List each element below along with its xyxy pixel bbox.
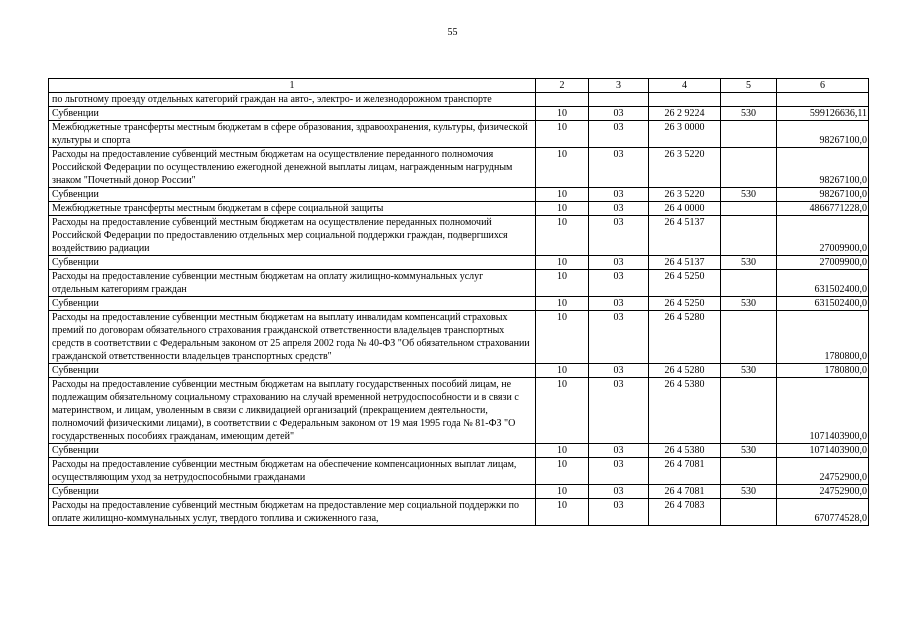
- table-row: [49, 121, 869, 148]
- cell-section: 10: [536, 499, 589, 526]
- cell-target-code: 26 3 5220: [649, 148, 721, 188]
- cell-section: 10: [536, 485, 589, 499]
- cell-section: 10: [536, 378, 589, 444]
- table-row: [49, 256, 869, 270]
- cell-amount: 1071403900,0: [777, 444, 869, 458]
- cell-expense-type: [721, 216, 777, 256]
- cell-section: 10: [536, 458, 589, 485]
- cell-amount: 27009900,0: [777, 256, 869, 270]
- cell-expense-type: 530: [721, 485, 777, 499]
- cell-section: 10: [536, 270, 589, 297]
- cell-subsection: 03: [589, 202, 649, 216]
- cell-expense-type: 530: [721, 297, 777, 311]
- cell-subsection: 03: [589, 311, 649, 364]
- cell-target-code: 26 3 5220: [649, 188, 721, 202]
- cell-amount: 98267100,0: [777, 121, 869, 148]
- cell-description: Расходы на предоставление субвенции местным бюджетам на обеспечение компенсационных выплат лицам, осуществляющим уход за нетрудоспособными гражданами: [49, 458, 536, 485]
- column-header: 3: [589, 79, 649, 93]
- table-row: [49, 216, 869, 256]
- cell-subsection: 03: [589, 378, 649, 444]
- cell-amount: 631502400,0: [777, 297, 869, 311]
- cell-target-code: 26 4 5137: [649, 216, 721, 256]
- cell-expense-type: 530: [721, 444, 777, 458]
- table-row: [49, 93, 869, 107]
- cell-description: Субвенции: [49, 188, 536, 202]
- cell-section: 10: [536, 202, 589, 216]
- cell-description: Субвенции: [49, 444, 536, 458]
- cell-target-code: 26 4 5250: [649, 297, 721, 311]
- cell-target-code: 26 4 5250: [649, 270, 721, 297]
- table-row: [49, 378, 869, 444]
- table-row: [49, 458, 869, 485]
- table-row: [49, 444, 869, 458]
- cell-expense-type: [721, 93, 777, 107]
- cell-subsection: 03: [589, 444, 649, 458]
- cell-amount: 599126636,11: [777, 107, 869, 121]
- cell-target-code: 26 4 5380: [649, 444, 721, 458]
- cell-section: 10: [536, 297, 589, 311]
- cell-target-code: [649, 93, 721, 107]
- cell-subsection: 03: [589, 121, 649, 148]
- column-header: 4: [649, 79, 721, 93]
- cell-expense-type: 530: [721, 256, 777, 270]
- cell-amount: 27009900,0: [777, 216, 869, 256]
- cell-description: Межбюджетные трансферты местным бюджетам в сфере образования, здравоохранения, культуры, физической культуры и спорта: [49, 121, 536, 148]
- cell-subsection: 03: [589, 256, 649, 270]
- cell-expense-type: [721, 458, 777, 485]
- table-row: [49, 364, 869, 378]
- cell-amount: 98267100,0: [777, 148, 869, 188]
- cell-expense-type: 530: [721, 188, 777, 202]
- cell-section: 10: [536, 444, 589, 458]
- cell-section: 10: [536, 188, 589, 202]
- cell-expense-type: [721, 378, 777, 444]
- table-row: [49, 297, 869, 311]
- cell-description: Расходы на предоставление субвенций местным бюджетам на предоставление мер социальной поддержки по оплате жилищно-коммунальных услуг, твердого топлива и сжиженного газа,: [49, 499, 536, 526]
- cell-section: 10: [536, 107, 589, 121]
- cell-description: Субвенции: [49, 364, 536, 378]
- cell-amount: 24752900,0: [777, 458, 869, 485]
- cell-amount: 670774528,0: [777, 499, 869, 526]
- column-header: 5: [721, 79, 777, 93]
- table-row: [49, 485, 869, 499]
- cell-description: Субвенции: [49, 256, 536, 270]
- cell-section: 10: [536, 121, 589, 148]
- cell-expense-type: [721, 202, 777, 216]
- cell-expense-type: 530: [721, 364, 777, 378]
- column-header: 2: [536, 79, 589, 93]
- cell-subsection: 03: [589, 270, 649, 297]
- cell-expense-type: [721, 499, 777, 526]
- cell-amount: 1780800,0: [777, 311, 869, 364]
- cell-target-code: 26 4 5380: [649, 378, 721, 444]
- cell-expense-type: [721, 311, 777, 364]
- cell-subsection: 03: [589, 499, 649, 526]
- table-row: [49, 188, 869, 202]
- cell-description: Субвенции: [49, 107, 536, 121]
- cell-subsection: 03: [589, 458, 649, 485]
- cell-subsection: 03: [589, 216, 649, 256]
- cell-description: Расходы на предоставление субвенций местным бюджетам на осуществление переданного полномочия Российской Федерации по осуществлению ежегодной денежной выплаты лицам, награжденным нагрудным знаком "Почетный донор России": [49, 148, 536, 188]
- cell-amount: 1780800,0: [777, 364, 869, 378]
- page-number: 55: [447, 27, 458, 38]
- cell-subsection: 03: [589, 297, 649, 311]
- cell-description: по льготному проезду отдельных категорий граждан на авто-, электро- и железнодорожном транспорте: [49, 93, 536, 107]
- cell-target-code: 26 4 7083: [649, 499, 721, 526]
- cell-amount: 98267100,0: [777, 188, 869, 202]
- cell-description: Расходы на предоставление субвенций местным бюджетам на осуществление переданных полномочий Российской Федерации по предоставлению отдельных мер социальной поддержки граждан, подвергшихся воздействию радиации: [49, 216, 536, 256]
- table-row: [49, 270, 869, 297]
- cell-target-code: 26 3 0000: [649, 121, 721, 148]
- table-row: [49, 107, 869, 121]
- table-body: [49, 79, 869, 526]
- column-header: 6: [777, 79, 869, 93]
- cell-section: 10: [536, 311, 589, 364]
- cell-section: 10: [536, 216, 589, 256]
- cell-section: [536, 93, 589, 107]
- cell-subsection: 03: [589, 485, 649, 499]
- cell-description: Субвенции: [49, 297, 536, 311]
- cell-expense-type: [721, 148, 777, 188]
- cell-amount: 24752900,0: [777, 485, 869, 499]
- table-row: [49, 148, 869, 188]
- cell-subsection: 03: [589, 188, 649, 202]
- cell-subsection: 03: [589, 148, 649, 188]
- cell-expense-type: [721, 270, 777, 297]
- cell-amount: 4866771228,0: [777, 202, 869, 216]
- cell-section: 10: [536, 148, 589, 188]
- cell-target-code: 26 2 9224: [649, 107, 721, 121]
- cell-description: Субвенции: [49, 485, 536, 499]
- cell-description: Межбюджетные трансферты местным бюджетам в сфере социальной защиты: [49, 202, 536, 216]
- cell-target-code: 26 4 7081: [649, 458, 721, 485]
- cell-amount: 1071403900,0: [777, 378, 869, 444]
- cell-target-code: 26 4 5280: [649, 364, 721, 378]
- cell-subsection: 03: [589, 364, 649, 378]
- cell-target-code: 26 4 0000: [649, 202, 721, 216]
- cell-target-code: 26 4 7081: [649, 485, 721, 499]
- cell-description: Расходы на предоставление субвенции местным бюджетам на выплату государственных пособий лицам, не подлежащим обязательному социальному страхованию на случай временной нетрудоспособности и в связи с материнством, и лицам, уволенным в связи с ликвидацией организаций (прекращением деятельности, полномочий физическими лицами), в соответствии с Федеральным законом от 19 мая 1995 года № 81-ФЗ "О государственных пособиях гражданам, имеющим детей": [49, 378, 536, 444]
- table-row: [49, 311, 869, 364]
- cell-target-code: 26 4 5137: [649, 256, 721, 270]
- cell-subsection: [589, 93, 649, 107]
- cell-expense-type: 530: [721, 107, 777, 121]
- cell-description: Расходы на предоставление субвенции местным бюджетам на выплату инвалидам компенсаций страховых премий по договорам обязательного страхования гражданской ответственности владельцев транспортных средств в соответствии с Федеральным законом от 25 апреля 2002 года № 40-ФЗ "Об обязательном страховании гражданской ответственности владельцев транспортных средств": [49, 311, 536, 364]
- cell-description: Расходы на предоставление субвенции местным бюджетам на оплату жилищно-коммунальных услуг отдельным категориям граждан: [49, 270, 536, 297]
- table-row: [49, 499, 869, 526]
- cell-expense-type: [721, 121, 777, 148]
- cell-amount: 631502400,0: [777, 270, 869, 297]
- cell-section: 10: [536, 364, 589, 378]
- cell-amount: [777, 93, 869, 107]
- table-header-row: [49, 79, 869, 93]
- column-header: 1: [49, 79, 536, 93]
- cell-subsection: 03: [589, 107, 649, 121]
- cell-section: 10: [536, 256, 589, 270]
- table-row: [49, 202, 869, 216]
- budget-table: [48, 78, 869, 526]
- cell-target-code: 26 4 5280: [649, 311, 721, 364]
